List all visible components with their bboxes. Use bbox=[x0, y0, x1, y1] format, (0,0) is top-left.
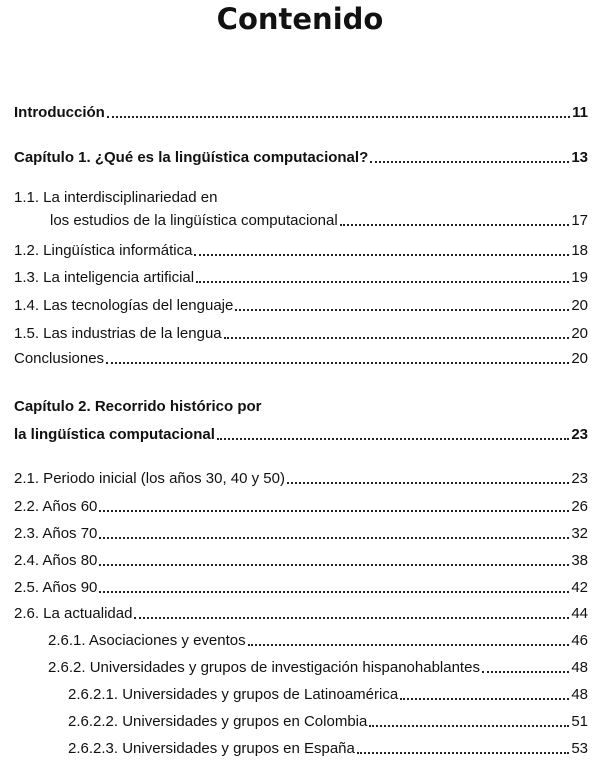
toc-page-number: 48 bbox=[571, 659, 588, 676]
toc-entry-label: 2.6.2.1. Universidades y grupos de Latinoamérica bbox=[68, 686, 399, 703]
toc-entry-label: 1.5. Las industrias de la lengua bbox=[14, 325, 222, 342]
dot-leader bbox=[340, 223, 570, 226]
toc-page-number: 13 bbox=[571, 149, 588, 166]
toc-entry-label: 2.4. Años 80 bbox=[14, 552, 98, 569]
dot-leader bbox=[400, 697, 569, 700]
toc-page-number: 20 bbox=[571, 325, 588, 342]
toc-page-number: 42 bbox=[571, 579, 588, 596]
toc-entry-label: 1.2. Lingüística informática bbox=[14, 242, 193, 259]
toc-entry-1-2[interactable] bbox=[14, 238, 588, 260]
toc-entry-label: Introducción bbox=[14, 104, 105, 121]
toc-entry-label: 2.2. Años 60 bbox=[14, 498, 98, 515]
dot-leader bbox=[99, 536, 569, 539]
toc-entry-2-3[interactable] bbox=[14, 521, 588, 543]
toc-page-number: 32 bbox=[571, 525, 588, 542]
toc-page-number: 53 bbox=[571, 740, 588, 757]
toc-page-number: 51 bbox=[571, 713, 588, 730]
dot-leader bbox=[134, 616, 569, 619]
toc-entry-label: 1.4. Las tecnologías del lenguaje bbox=[14, 297, 234, 314]
toc-page-number: 26 bbox=[571, 498, 588, 515]
toc-page-number: 11 bbox=[572, 104, 588, 121]
dot-leader bbox=[196, 280, 569, 283]
toc-entry-label: los estudios de la lingüística computacional bbox=[50, 212, 338, 229]
toc-page-number: 48 bbox=[571, 686, 588, 703]
toc-entry-2-5[interactable] bbox=[14, 575, 588, 597]
toc-entry-label: 2.6.2.2. Universidades y grupos en Colombia bbox=[68, 713, 368, 730]
toc-page-number: 19 bbox=[571, 269, 588, 286]
page-title: Contenido bbox=[216, 2, 384, 36]
toc-page-number: 46 bbox=[571, 632, 588, 649]
toc-entry-2-4[interactable] bbox=[14, 548, 588, 570]
toc-page-number: 23 bbox=[571, 426, 588, 443]
dot-leader bbox=[369, 724, 569, 727]
toc-entry-1-5[interactable] bbox=[14, 321, 588, 343]
toc-entry-2-2[interactable] bbox=[14, 494, 588, 516]
toc-entry-2-6-2-2[interactable] bbox=[68, 709, 588, 731]
toc-entry-2-6-2-3[interactable] bbox=[68, 736, 588, 758]
dot-leader bbox=[106, 361, 569, 364]
dot-leader bbox=[99, 590, 569, 593]
toc-entry-2-6-2-1[interactable] bbox=[68, 682, 588, 704]
dot-leader bbox=[194, 253, 569, 256]
toc-page-number: 20 bbox=[571, 297, 588, 314]
dot-leader bbox=[107, 115, 570, 118]
dot-leader bbox=[99, 563, 569, 566]
toc-entry-capitulo-2-line1: Capítulo 2. Recorrido histórico por bbox=[14, 398, 262, 415]
toc-entry-conclusiones[interactable] bbox=[14, 346, 588, 368]
toc-entry-label: 2.5. Años 90 bbox=[14, 579, 98, 596]
dot-leader bbox=[248, 643, 570, 646]
toc-entry-2-6[interactable] bbox=[14, 601, 588, 623]
toc-entry-label: 2.3. Años 70 bbox=[14, 525, 98, 542]
toc-entry-label: Conclusiones bbox=[14, 350, 105, 367]
toc-entry-label: 2.6.2. Universidades y grupos de investigación hispanohablantes bbox=[48, 659, 480, 676]
dot-leader bbox=[235, 308, 569, 311]
toc-entry-label: 2.6.1. Asociaciones y eventos bbox=[48, 632, 246, 649]
toc-entry-label: Capítulo 1. ¿Qué es la lingüística computacional? bbox=[14, 149, 369, 166]
dot-leader bbox=[482, 670, 569, 673]
toc-entry-introduccion[interactable] bbox=[14, 100, 588, 122]
toc-entry-1-3[interactable] bbox=[14, 265, 588, 287]
dot-leader bbox=[217, 437, 569, 440]
toc-page-number: 17 bbox=[571, 212, 588, 229]
dot-leader bbox=[370, 160, 569, 163]
toc-entry-1-1-line1: 1.1. La interdisciplinariedad en bbox=[14, 189, 218, 206]
toc-page-number: 18 bbox=[571, 242, 588, 259]
toc-entry-capitulo-1[interactable] bbox=[14, 145, 588, 167]
toc-entry-capitulo-2[interactable] bbox=[14, 422, 588, 444]
toc-entry-label: 2.1. Periodo inicial (los años 30, 40 y 50) bbox=[14, 470, 285, 487]
toc-entry-2-6-1[interactable] bbox=[48, 628, 588, 650]
toc-entry-2-1[interactable] bbox=[14, 466, 588, 488]
dot-leader bbox=[99, 509, 569, 512]
toc-entry-1-4[interactable] bbox=[14, 293, 588, 315]
toc-entry-label: 2.6. La actualidad bbox=[14, 605, 133, 622]
toc-page-number: 23 bbox=[571, 470, 588, 487]
toc-page-number: 20 bbox=[571, 350, 588, 367]
dot-leader bbox=[357, 751, 569, 754]
dot-leader bbox=[224, 336, 570, 339]
dot-leader bbox=[287, 481, 569, 484]
toc-page-number: 44 bbox=[571, 605, 588, 622]
toc-entry-label: 2.6.2.3. Universidades y grupos en España bbox=[68, 740, 355, 757]
toc-entry-1-1[interactable] bbox=[50, 208, 588, 230]
toc-entry-label: la lingüística computacional bbox=[14, 426, 215, 443]
toc-entry-2-6-2[interactable] bbox=[48, 655, 588, 677]
toc-entry-label: 1.3. La inteligencia artificial bbox=[14, 269, 195, 286]
toc-page-number: 38 bbox=[571, 552, 588, 569]
